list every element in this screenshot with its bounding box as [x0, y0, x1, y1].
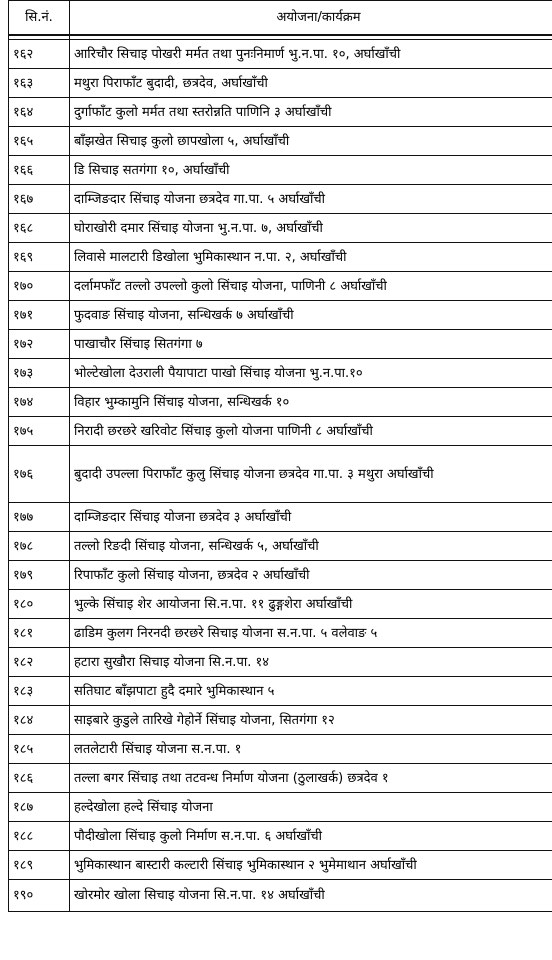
table-row — [9, 764, 552, 793]
serial-number-cell: १७१ — [9, 301, 70, 330]
table-row — [9, 214, 552, 243]
serial-number-cell: १६७ — [9, 185, 70, 214]
project-name-cell: तल्लो रिङदी सिंचाइ योजना, सन्धिखर्क ५, अर्घाखाँची — [70, 532, 552, 561]
project-name-cell: दर्लामफाँट तल्लो उपल्लो कुलो सिंचाइ योजना, पाणिनी ८ अर्घाखाँची — [70, 272, 552, 301]
serial-number-cell: १८४ — [9, 706, 70, 735]
project-name-cell: सतिघाट बाँझपाटा हुदै दमारे भुमिकास्थान ५ — [70, 677, 552, 706]
table-row — [9, 706, 552, 735]
table-row — [9, 272, 552, 301]
header-row — [9, 1, 552, 36]
project-name-cell: दुर्गाफाँट कुलो मर्मत तथा स्तरोन्नति पाणिनि ३ अर्घाखाँची — [70, 98, 552, 127]
project-name-cell: भोल्टेखोला देउराली पैयापाटा पाखो सिंचाइ योजना भु.न.पा.१० — [70, 359, 552, 388]
serial-number-cell: १७९ — [9, 561, 70, 590]
table-row — [9, 677, 552, 706]
project-name-cell: दाम्जिङदार सिंचाइ योजना छत्रदेव गा.पा. ५ अर्घाखाँची — [70, 185, 552, 214]
project-name-cell: रिपाफाँट कुलो सिंचाइ योजना, छत्रदेव २ अर्घाखाँची — [70, 561, 552, 590]
serial-number-cell: १७७ — [9, 503, 70, 532]
project-name-cell: लतलेटारी सिंचाइ योजना स.न.पा. १ — [70, 735, 552, 764]
serial-number-cell: १८३ — [9, 677, 70, 706]
project-name-cell: निरादी छरछरे खरिवोट सिंचाइ कुलो योजना पाणिनी ८ अर्घाखाँची — [70, 417, 552, 446]
project-name-cell: डि सिचाइ सतगंगा १०, अर्घाखाँची — [70, 156, 552, 185]
project-table — [8, 0, 552, 912]
project-name-cell: खोरमोर खोला सिचाइ योजना सि.न.पा. १४ अर्घाखाँची — [70, 880, 552, 912]
table-row — [9, 330, 552, 359]
serial-number-cell: १८५ — [9, 735, 70, 764]
table-row — [9, 98, 552, 127]
table-row — [9, 619, 552, 648]
project-name-cell: मथुरा पिराफाँट बुदादी, छत्रदेव, अर्घाखाँची — [70, 69, 552, 98]
project-name-cell: पौदीखोला सिंचाइ कुलो निर्माण स.न.पा. ६ अर्घाखाँची — [70, 822, 552, 851]
project-name-cell: आरिचौर सिचाइ पोखरी मर्मत तथा पुनःनिमार्ण भु.न.पा. १०, अर्घाखाँची — [70, 40, 552, 69]
table-row — [9, 735, 552, 764]
serial-number-cell: १७३ — [9, 359, 70, 388]
serial-number-cell: १८६ — [9, 764, 70, 793]
serial-number-cell: १६५ — [9, 127, 70, 156]
table-row — [9, 243, 552, 272]
project-name-cell: लिवासे मालटारी डिखोला भुमिकास्थान न.पा. २, अर्घाखाँची — [70, 243, 552, 272]
project-name-cell: दाम्जिङदार सिंचाइ योजना छत्रदेव ३ अर्घाखाँची — [70, 503, 552, 532]
table-row — [9, 69, 552, 98]
table-row — [9, 880, 552, 912]
table-row — [9, 388, 552, 417]
header-project: अयोजना/कार्यक्रम — [70, 1, 552, 36]
table-row — [9, 503, 552, 532]
serial-number-cell: १८२ — [9, 648, 70, 677]
project-name-cell: हटारा सुखौरा सिचाइ योजना सि.न.पा. १४ — [70, 648, 552, 677]
serial-number-cell: १६४ — [9, 98, 70, 127]
table-row — [9, 185, 552, 214]
serial-number-cell: १७० — [9, 272, 70, 301]
serial-number-cell: १७८ — [9, 532, 70, 561]
table-row — [9, 417, 552, 446]
project-name-cell: हल्देखोला हल्दे सिंचाइ योजना — [70, 793, 552, 822]
table-row — [9, 359, 552, 388]
project-name-cell: ढाडिम कुलग निरनदी छरछरे सिचाइ योजना स.न.पा. ५ वलेवाङ ५ — [70, 619, 552, 648]
table-body — [9, 40, 552, 912]
table-row — [9, 127, 552, 156]
serial-number-cell: १९० — [9, 880, 70, 912]
project-name-cell: बाँझखेत सिचाइ कुलो छापखोला ५, अर्घाखाँची — [70, 127, 552, 156]
serial-number-cell: १७६ — [9, 446, 70, 503]
serial-number-cell: १८० — [9, 590, 70, 619]
serial-number-cell: १६८ — [9, 214, 70, 243]
table-row — [9, 40, 552, 69]
header-serial-number: सि.नं. — [9, 1, 70, 36]
serial-number-cell: १६२ — [9, 40, 70, 69]
serial-number-cell: १६९ — [9, 243, 70, 272]
project-name-cell: भुल्के सिंचाइ शेर आयोजना सि.न.पा. ११ ढुङ्गशेरा अर्घाखाँची — [70, 590, 552, 619]
project-name-cell: भुमिकास्थान बास्टारी कल्टारी सिंचाइ भुमिकास्थान २ भुमेमाथान अर्घाखाँची — [70, 851, 552, 880]
project-name-cell: विहार भुम्कामुनि सिंचाइ योजना, सन्धिखर्क १० — [70, 388, 552, 417]
project-name-cell: पाखाचौर सिंचाइ सितगंगा ७ — [70, 330, 552, 359]
project-name-cell: तल्ला बगर सिंचाइ तथा तटवन्ध निर्माण योजना (ठुलाखर्क) छत्रदेव १ — [70, 764, 552, 793]
table-row — [9, 532, 552, 561]
table-row — [9, 648, 552, 677]
table-header — [9, 1, 552, 40]
serial-number-cell: १८८ — [9, 822, 70, 851]
serial-number-cell: १८९ — [9, 851, 70, 880]
table-row — [9, 793, 552, 822]
serial-number-cell: १७५ — [9, 417, 70, 446]
table-row — [9, 590, 552, 619]
serial-number-cell: १८७ — [9, 793, 70, 822]
project-name-cell: बुदादी उपल्ला पिराफाँट कुलु सिंचाइ योजना छत्रदेव गा.पा. ३ मथुरा अर्घाखाँची — [70, 446, 552, 503]
project-name-cell: फुदवाङ सिंचाइ योजना, सन्धिखर्क ७ अर्घाखाँची — [70, 301, 552, 330]
table-row — [9, 561, 552, 590]
serial-number-cell: १६६ — [9, 156, 70, 185]
table-row — [9, 156, 552, 185]
table-row — [9, 446, 552, 503]
project-name-cell: घोराखोरी दमार सिंचाइ योजना भु.न.पा. ७, अर्घाखाँची — [70, 214, 552, 243]
serial-number-cell: १७४ — [9, 388, 70, 417]
serial-number-cell: १८१ — [9, 619, 70, 648]
project-name-cell: साइबारे कुडुले तारिखे गेहोर्ने सिंचाइ योजना, सितगंगा १२ — [70, 706, 552, 735]
table-row — [9, 301, 552, 330]
table-row — [9, 822, 552, 851]
table-row — [9, 851, 552, 880]
serial-number-cell: १७२ — [9, 330, 70, 359]
serial-number-cell: १६३ — [9, 69, 70, 98]
